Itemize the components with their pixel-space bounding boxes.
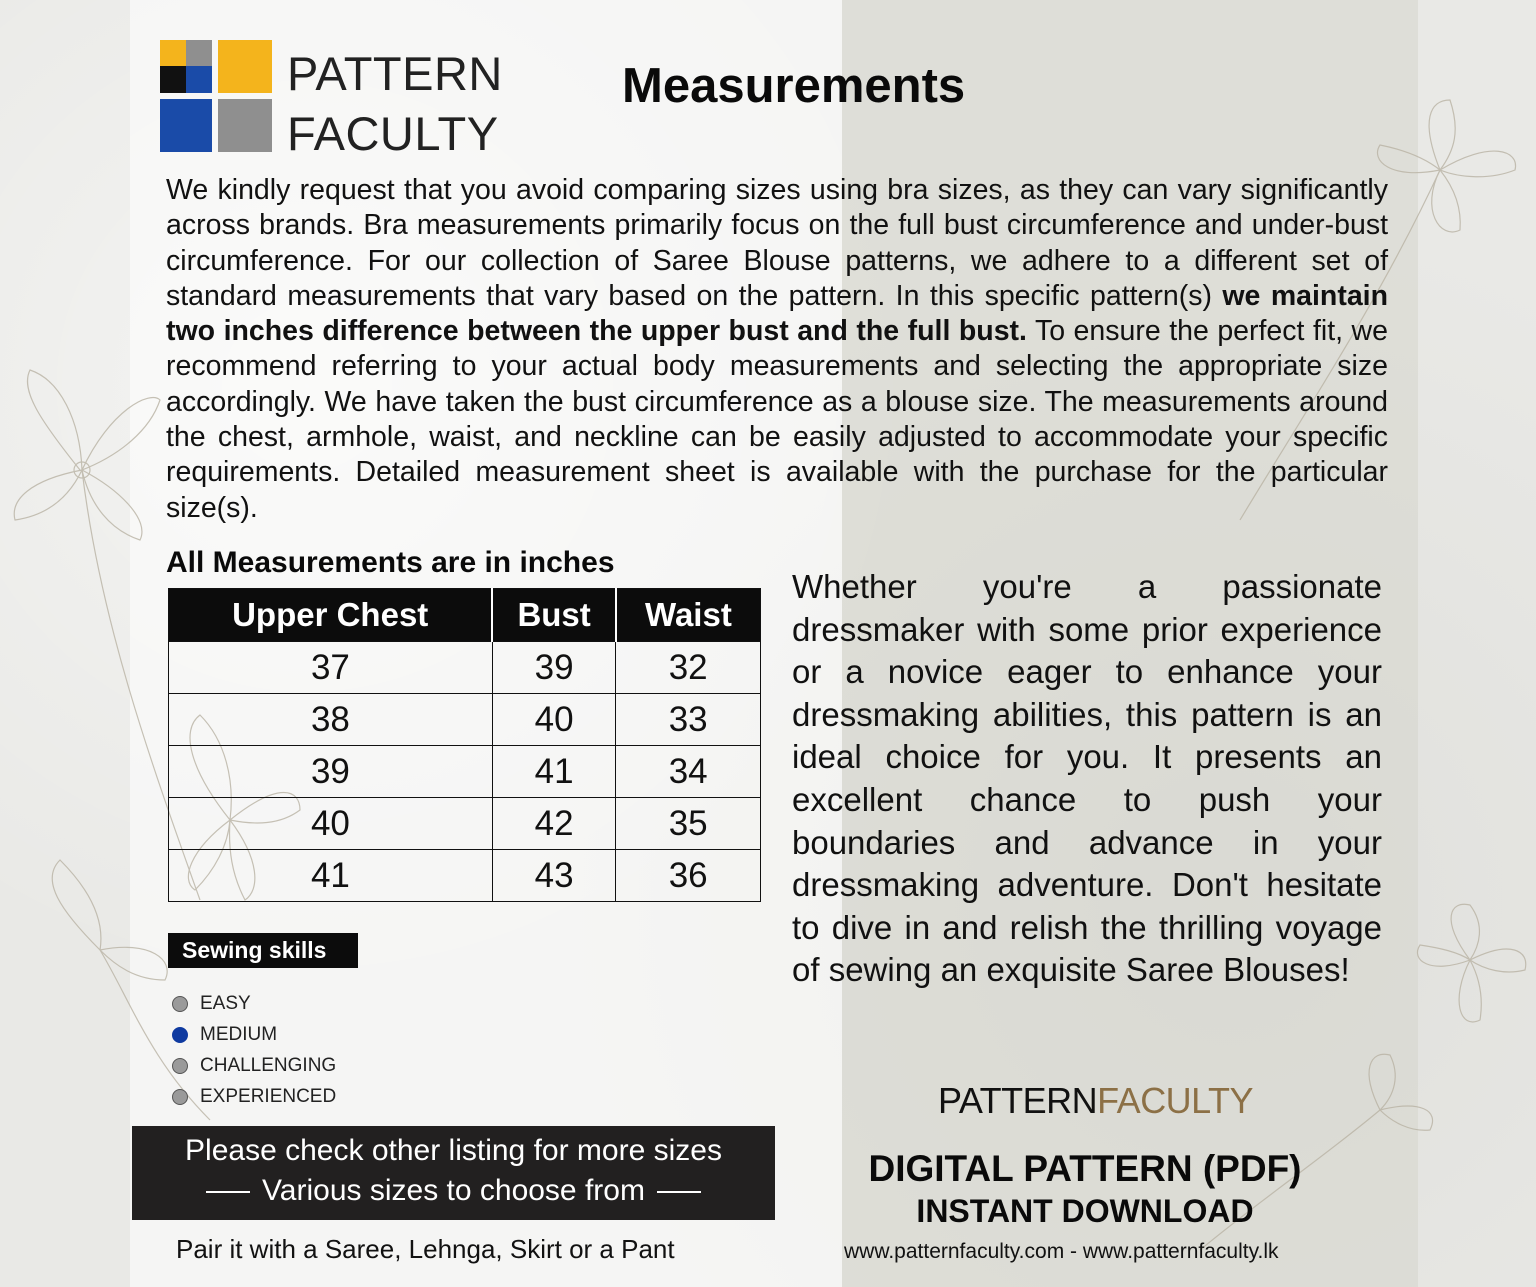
table-cell: 34 <box>616 746 761 798</box>
intro-text-bold: we maintain two inches difference between the upper bust and the full bust. <box>166 279 1389 348</box>
logo-square-mosaic-gray <box>186 40 212 66</box>
table-cell: 36 <box>616 850 761 902</box>
table-row <box>169 850 761 902</box>
sewing-skills-label: Sewing skills <box>168 933 358 968</box>
table-cell: 37 <box>169 642 493 694</box>
rule-right <box>657 1191 701 1193</box>
skill-option-easy <box>172 988 336 1019</box>
header-upper-chest: Upper Chest <box>169 589 493 642</box>
skill-label: CHALLENGING <box>200 1054 337 1076</box>
skill-level-list <box>172 988 336 1112</box>
intro-paragraph <box>166 173 1388 526</box>
table-cell: 42 <box>492 798 615 850</box>
table-row <box>169 642 761 694</box>
skill-option-medium <box>172 1019 336 1050</box>
table-header-row <box>169 589 761 642</box>
skill-option-experienced <box>172 1081 336 1112</box>
table-cell: 39 <box>492 642 615 694</box>
table-row <box>169 798 761 850</box>
pairing-suggestion: Pair it with a Saree, Lehnga, Skirt or a Pant <box>176 1234 675 1264</box>
banner-line-1: Please check other listing for more sizes <box>185 1134 722 1167</box>
logo-square-gray <box>218 99 272 152</box>
intro-text-part1: We kindly request that you avoid comparing sizes using bra sizes, as they can vary significantly across brands. Bra measurements primarily focus on the full bust circumference and under-bust circumference. For our collection of Saree Blouse patterns, we adhere to a different set of standard measurements that vary based on the pattern. In this specific pattern(s) <box>166 174 1388 312</box>
brand-wordmark-faculty: FACULTY <box>1097 1080 1254 1121</box>
logo-text-pattern: PATTERN <box>287 47 503 100</box>
table-caption: All Measurements are in inches <box>166 546 615 579</box>
table-row <box>169 694 761 746</box>
radio-dot-icon <box>172 1058 188 1074</box>
logo-square-mosaic-blue <box>186 66 212 93</box>
page-title: Measurements <box>622 59 966 113</box>
banner-line-2 <box>132 1174 775 1208</box>
table-cell: 32 <box>616 642 761 694</box>
table-cell: 40 <box>169 798 493 850</box>
skill-label: MEDIUM <box>200 1023 278 1045</box>
description-paragraph: Whether you're a passionate dressmaker with some prior experience or a novice eager to enhance your dressmaking abilities, this pattern is an ideal choice for you. It presents an excellent chance to push your boundaries and advance in your dressmaking adventure. Don't hesitate to dive in and relish the thrilling voyage of sewing an exquisite Saree Blouses! <box>792 568 1382 989</box>
header-waist: Waist <box>616 589 761 642</box>
table-cell: 39 <box>169 746 493 798</box>
table-cell: 41 <box>169 850 493 902</box>
brand-wordmark <box>938 1080 1253 1122</box>
intro-text-part2: To ensure the perfect fit, we recommend referring to your actual body measurements and selecting the appropriate size accordingly. We have taken the bust circumference as a blouse size. The measurements around the chest, armhole, waist, and neckline can be easily adjusted to accommodate your specific requirements. Detailed measurement sheet is available with the purchase for the particular size(s). <box>166 315 1388 524</box>
table-cell: 40 <box>492 694 615 746</box>
radio-dot-icon <box>172 996 188 1012</box>
table-cell: 35 <box>616 798 761 850</box>
rule-left <box>206 1191 250 1193</box>
table-cell: 43 <box>492 850 615 902</box>
measurements-table <box>168 588 761 902</box>
table-row <box>169 746 761 798</box>
skill-option-challenging <box>172 1050 336 1081</box>
radio-dot-selected-icon <box>172 1027 188 1043</box>
logo-square-mosaic-yellow <box>160 40 186 66</box>
logo-square-blue <box>160 99 212 152</box>
table-cell: 33 <box>616 694 761 746</box>
radio-dot-icon <box>172 1089 188 1105</box>
banner-line-2-text: Various sizes to choose from <box>262 1174 645 1207</box>
digital-pattern-label: DIGITAL PATTERN (PDF) <box>868 1148 1302 1189</box>
skill-label: EASY <box>200 992 251 1014</box>
logo-square-yellow <box>218 40 272 93</box>
table-cell: 38 <box>169 694 493 746</box>
brand-wordmark-pattern: PATTERN <box>938 1080 1098 1121</box>
header-bust: Bust <box>492 589 615 642</box>
logo-square-mosaic-black <box>160 66 186 93</box>
skill-label: EXPERIENCED <box>200 1085 337 1107</box>
table-cell: 41 <box>492 746 615 798</box>
logo-text-faculty: FACULTY <box>287 107 499 160</box>
more-sizes-banner <box>132 1126 775 1220</box>
website-links: www.patternfaculty.com - www.patternfaculty.lk <box>844 1240 1279 1263</box>
instant-download-label: INSTANT DOWNLOAD <box>916 1193 1254 1229</box>
